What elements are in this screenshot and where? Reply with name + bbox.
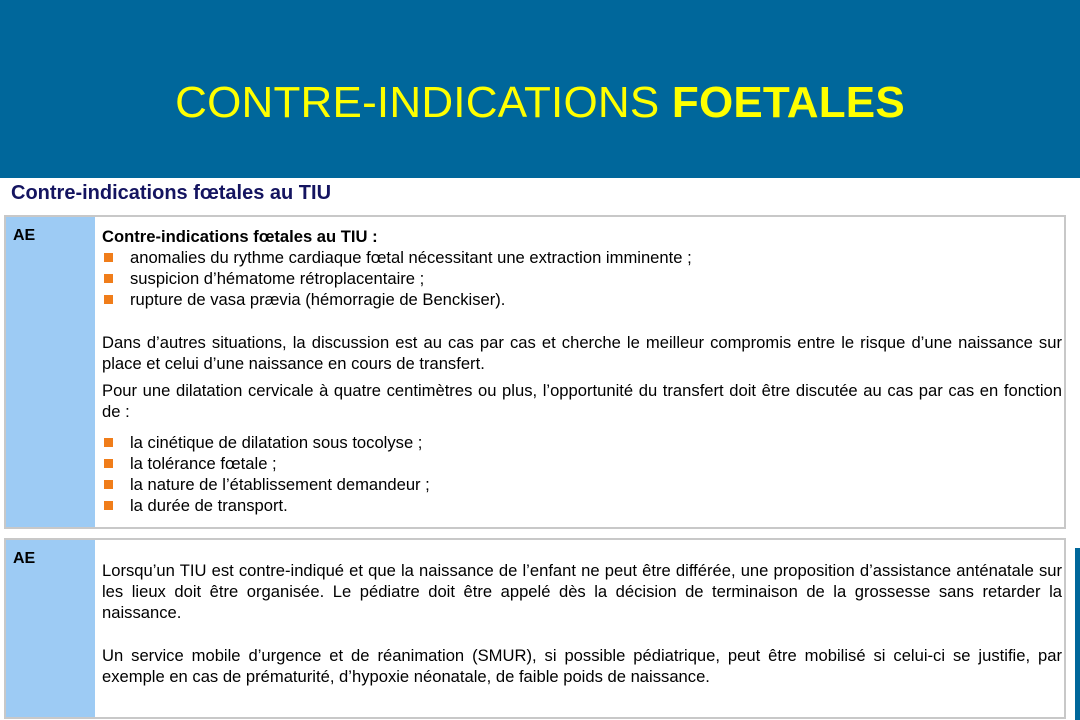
list-item: la tolérance fœtale ;: [102, 453, 1062, 474]
square-bullet-icon: [104, 480, 113, 489]
square-bullet-icon: [104, 274, 113, 283]
square-bullet-icon: [104, 501, 113, 510]
paragraph: Lorsqu’un TIU est contre-indiqué et que la naissance de l’enfant ne peut être différée, une proposition d’assistance anténatale sur les lieux doit être organisée. Le pédiatre doit être appelé dès la décision de terminaison de la grossesse sans retarder la naissance.: [102, 561, 1062, 622]
list-item: la cinétique de dilatation sous tocolyse ;: [102, 432, 1062, 453]
lead-text: Contre-indications fœtales au TIU :: [102, 227, 378, 246]
slide-title-bold: FOETALES: [671, 78, 905, 127]
side-accent-bar: [1075, 548, 1080, 720]
recommendation-content: [95, 217, 1064, 527]
list-item: la nature de l’établissement demandeur ;: [102, 474, 1062, 495]
grade-label: AE: [6, 540, 95, 717]
recommendation-box-1: [4, 215, 1066, 529]
list-item: rupture de vasa prævia (hémorragie de Benckiser).: [102, 289, 1062, 310]
bullet-list: [102, 247, 1062, 310]
square-bullet-icon: [104, 253, 113, 262]
slide-title-regular: CONTRE-INDICATIONS: [175, 78, 660, 127]
slide-title: [0, 76, 1080, 130]
square-bullet-icon: [104, 295, 113, 304]
paragraph: Dans d’autres situations, la discussion est au cas par cas et cherche le meilleur compromis entre le risque d’une naissance sur place et celui d’une naissance en cours de transfert.: [102, 333, 1062, 373]
paragraph: Pour une dilatation cervicale à quatre centimètres ou plus, l’opportunité du transfert doit être discutée au cas par cas en fonction de :: [102, 381, 1062, 421]
paragraph: Un service mobile d’urgence et de réanimation (SMUR), si possible pédiatrique, peut être mobilisé si celui-ci se justifie, par exemple en cas de prématurité, d’hypoxie néonatale, de faible poids de naissance.: [102, 646, 1062, 686]
square-bullet-icon: [104, 438, 113, 447]
square-bullet-icon: [104, 459, 113, 468]
list-item: suspicion d’hématome rétroplacentaire ;: [102, 268, 1062, 289]
recommendation-box-2: [4, 538, 1066, 719]
list-item: la durée de transport.: [102, 495, 1062, 516]
bullet-list: [102, 432, 1062, 516]
list-item: anomalies du rythme cardiaque fœtal nécessitant une extraction imminente ;: [102, 247, 1062, 268]
grade-label: AE: [6, 217, 95, 527]
recommendation-content: [95, 540, 1064, 717]
section-heading: Contre-indications fœtales au TIU: [11, 182, 332, 204]
